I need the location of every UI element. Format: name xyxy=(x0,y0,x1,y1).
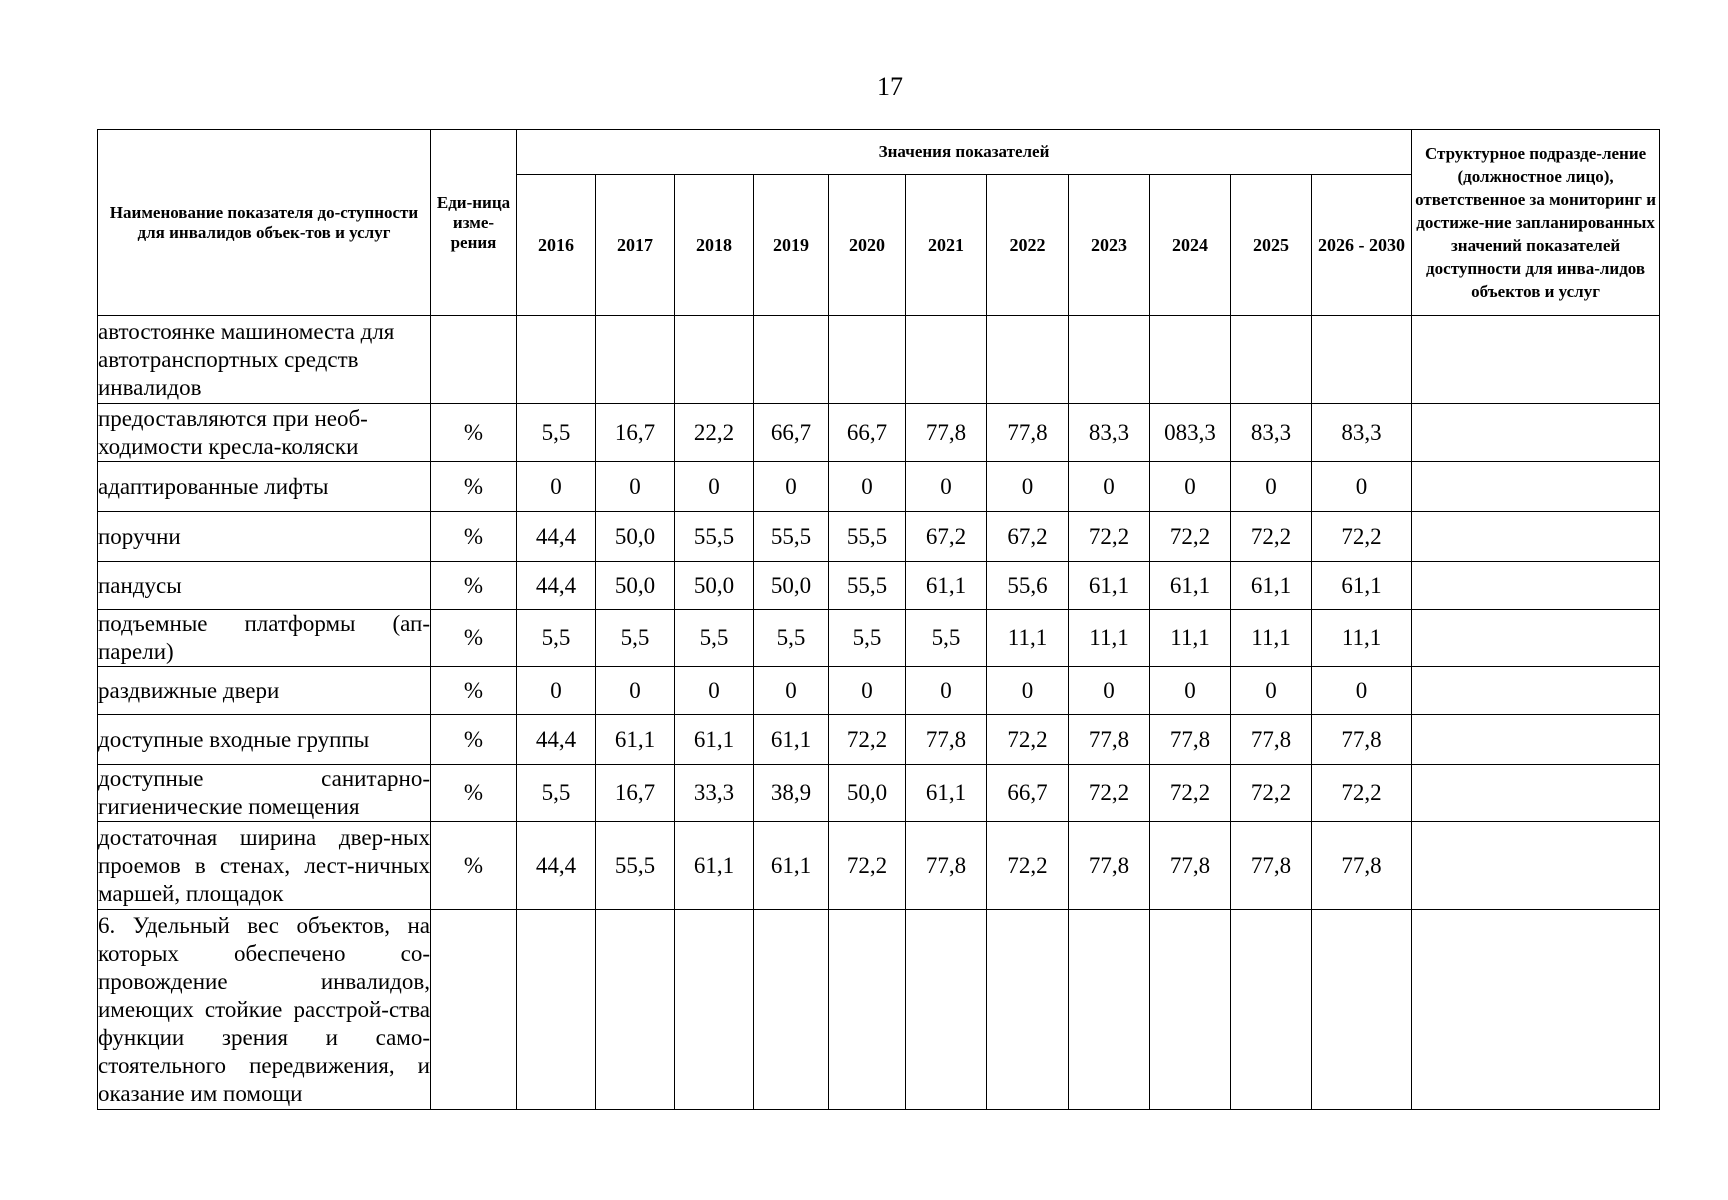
row-value: 0 xyxy=(1150,462,1231,512)
header-year: 2022 xyxy=(987,175,1069,316)
row-value: 72,2 xyxy=(1231,512,1312,562)
row-value xyxy=(1150,316,1231,404)
table-row xyxy=(98,462,1660,512)
header-unit: Еди-ница изме-рения xyxy=(431,130,517,316)
row-value: 72,2 xyxy=(1069,512,1150,562)
row-value: 77,8 xyxy=(987,404,1069,462)
header-row-1 xyxy=(98,130,1660,175)
row-value: 72,2 xyxy=(987,715,1069,765)
header-year: 2018 xyxy=(675,175,754,316)
row-value: 0 xyxy=(517,462,596,512)
row-unit xyxy=(431,316,517,404)
row-value: 77,8 xyxy=(1150,715,1231,765)
row-value: 72,2 xyxy=(1069,765,1150,822)
row-value: 72,2 xyxy=(1312,765,1412,822)
row-value: 0 xyxy=(1312,462,1412,512)
row-value: 77,8 xyxy=(1231,715,1312,765)
row-value: 50,0 xyxy=(596,512,675,562)
row-value: 0 xyxy=(754,462,829,512)
row-value: 83,3 xyxy=(1312,404,1412,462)
row-value: 77,8 xyxy=(1231,822,1312,910)
row-value: 44,4 xyxy=(517,715,596,765)
header-year: 2020 xyxy=(829,175,906,316)
header-year: 2017 xyxy=(596,175,675,316)
table-row xyxy=(98,404,1660,462)
row-value xyxy=(906,910,987,1110)
row-unit xyxy=(431,910,517,1110)
row-unit: % xyxy=(431,562,517,610)
row-value: 5,5 xyxy=(517,610,596,667)
header-values-group: Значения показателей xyxy=(517,130,1412,175)
row-value: 61,1 xyxy=(675,822,754,910)
row-value: 61,1 xyxy=(675,715,754,765)
row-value: 5,5 xyxy=(517,765,596,822)
header-name: Наименование показателя до-ступности для инвалидов объек-тов и услуг xyxy=(98,130,431,316)
row-value xyxy=(1069,316,1150,404)
row-value: 11,1 xyxy=(1231,610,1312,667)
row-value: 11,1 xyxy=(1312,610,1412,667)
row-value: 0 xyxy=(987,462,1069,512)
table-row xyxy=(98,822,1660,910)
row-value: 72,2 xyxy=(1150,512,1231,562)
header-department: Структурное подразде-ление (должностное лицо), ответственное за мониторинг и достиже-ние запланированных значений показателей доступности для инва-лидов объектов и услуг xyxy=(1412,130,1660,316)
row-value: 5,5 xyxy=(754,610,829,667)
row-name: подъемные платформы (ап-парели) xyxy=(98,610,431,667)
table-row xyxy=(98,667,1660,715)
table-row xyxy=(98,610,1660,667)
row-value xyxy=(1231,316,1312,404)
row-value: 11,1 xyxy=(1069,610,1150,667)
row-name: доступные санитарно-гигиенические помещения xyxy=(98,765,431,822)
row-value xyxy=(1069,910,1150,1110)
row-value: 66,7 xyxy=(829,404,906,462)
row-value: 83,3 xyxy=(1069,404,1150,462)
row-value: 72,2 xyxy=(1150,765,1231,822)
row-value: 66,7 xyxy=(987,765,1069,822)
row-value: 5,5 xyxy=(829,610,906,667)
row-value: 61,1 xyxy=(596,715,675,765)
row-value: 55,5 xyxy=(829,562,906,610)
row-department xyxy=(1412,316,1660,404)
row-value: 61,1 xyxy=(754,822,829,910)
row-value: 61,1 xyxy=(906,562,987,610)
row-value: 0 xyxy=(987,667,1069,715)
page-number: 17 xyxy=(877,72,903,101)
row-value: 55,5 xyxy=(675,512,754,562)
row-value: 11,1 xyxy=(1150,610,1231,667)
row-name: автостоянке машиноместа для автотранспортных средств инвалидов xyxy=(98,316,431,404)
row-value: 0 xyxy=(517,667,596,715)
row-value: 0 xyxy=(829,462,906,512)
row-value: 44,4 xyxy=(517,512,596,562)
row-department xyxy=(1412,610,1660,667)
row-value: 61,1 xyxy=(906,765,987,822)
row-value: 77,8 xyxy=(906,715,987,765)
row-value: 38,9 xyxy=(754,765,829,822)
row-value: 0 xyxy=(1069,462,1150,512)
row-value: 77,8 xyxy=(1069,715,1150,765)
row-value xyxy=(1312,910,1412,1110)
row-value: 72,2 xyxy=(829,822,906,910)
row-value: 44,4 xyxy=(517,562,596,610)
row-value xyxy=(987,316,1069,404)
row-name: 6. Удельный вес объектов, на которых обеспечено со-провождение инвалидов, имеющих стойкие расстрой-ства функции зрения и само-стоятельного передвижения, и оказание им помощи xyxy=(98,910,431,1110)
header-year: 2016 xyxy=(517,175,596,316)
row-value: 72,2 xyxy=(829,715,906,765)
row-value: 5,5 xyxy=(517,404,596,462)
row-name: доступные входные группы xyxy=(98,715,431,765)
row-department xyxy=(1412,910,1660,1110)
indicators-table xyxy=(97,129,1660,1110)
header-year: 2025 xyxy=(1231,175,1312,316)
table-row xyxy=(98,512,1660,562)
row-value: 16,7 xyxy=(596,404,675,462)
row-value: 0 xyxy=(596,667,675,715)
header-year: 2023 xyxy=(1069,175,1150,316)
row-unit: % xyxy=(431,404,517,462)
row-value: 61,1 xyxy=(754,715,829,765)
row-value: 83,3 xyxy=(1231,404,1312,462)
row-value: 0 xyxy=(906,462,987,512)
row-value: 77,8 xyxy=(906,822,987,910)
table-row xyxy=(98,765,1660,822)
row-value xyxy=(596,910,675,1110)
row-name: раздвижные двери xyxy=(98,667,431,715)
row-value: 0 xyxy=(596,462,675,512)
row-value: 55,6 xyxy=(987,562,1069,610)
table-row xyxy=(98,910,1660,1110)
row-value: 16,7 xyxy=(596,765,675,822)
row-name: пандусы xyxy=(98,562,431,610)
row-value: 5,5 xyxy=(596,610,675,667)
row-value: 67,2 xyxy=(906,512,987,562)
row-value: 11,1 xyxy=(987,610,1069,667)
row-value xyxy=(517,316,596,404)
row-unit: % xyxy=(431,822,517,910)
row-department xyxy=(1412,562,1660,610)
row-value: 0 xyxy=(906,667,987,715)
row-value: 50,0 xyxy=(596,562,675,610)
header-year: 2019 xyxy=(754,175,829,316)
row-value: 0 xyxy=(675,667,754,715)
row-value: 66,7 xyxy=(754,404,829,462)
row-value: 55,5 xyxy=(754,512,829,562)
row-value xyxy=(1231,910,1312,1110)
row-name: достаточная ширина двер-ных проемов в стенах, лест-ничных маршей, площадок xyxy=(98,822,431,910)
row-value: 77,8 xyxy=(906,404,987,462)
row-value: 67,2 xyxy=(987,512,1069,562)
row-unit: % xyxy=(431,667,517,715)
row-value xyxy=(596,316,675,404)
row-department xyxy=(1412,715,1660,765)
row-value: 0 xyxy=(754,667,829,715)
table-row xyxy=(98,715,1660,765)
row-unit: % xyxy=(431,765,517,822)
row-value: 5,5 xyxy=(675,610,754,667)
row-value xyxy=(906,316,987,404)
row-value: 50,0 xyxy=(829,765,906,822)
table-row xyxy=(98,316,1660,404)
row-value: 33,3 xyxy=(675,765,754,822)
row-value: 72,2 xyxy=(1231,765,1312,822)
row-value: 083,3 xyxy=(1150,404,1231,462)
row-value: 0 xyxy=(829,667,906,715)
row-value: 72,2 xyxy=(987,822,1069,910)
row-value: 61,1 xyxy=(1150,562,1231,610)
row-value: 50,0 xyxy=(754,562,829,610)
row-value xyxy=(829,316,906,404)
row-value: 61,1 xyxy=(1312,562,1412,610)
row-value: 44,4 xyxy=(517,822,596,910)
row-value: 72,2 xyxy=(1312,512,1412,562)
row-value: 55,5 xyxy=(829,512,906,562)
row-value: 22,2 xyxy=(675,404,754,462)
row-value: 0 xyxy=(1231,462,1312,512)
row-unit: % xyxy=(431,512,517,562)
row-value: 61,1 xyxy=(1069,562,1150,610)
row-name: поручни xyxy=(98,512,431,562)
row-value: 0 xyxy=(1231,667,1312,715)
row-value xyxy=(675,910,754,1110)
row-value: 77,8 xyxy=(1069,822,1150,910)
row-unit: % xyxy=(431,715,517,765)
row-name: адаптированные лифты xyxy=(98,462,431,512)
row-unit: % xyxy=(431,610,517,667)
row-department xyxy=(1412,404,1660,462)
row-unit: % xyxy=(431,462,517,512)
header-year: 2026 - 2030 xyxy=(1312,175,1412,316)
row-name: предоставляются при необ-ходимости кресла-коляски xyxy=(98,404,431,462)
row-value xyxy=(987,910,1069,1110)
row-value xyxy=(754,316,829,404)
row-department xyxy=(1412,667,1660,715)
row-value: 0 xyxy=(1069,667,1150,715)
row-value xyxy=(517,910,596,1110)
row-department xyxy=(1412,765,1660,822)
row-value: 77,8 xyxy=(1150,822,1231,910)
row-value xyxy=(675,316,754,404)
row-value: 77,8 xyxy=(1312,822,1412,910)
row-value xyxy=(754,910,829,1110)
row-value xyxy=(829,910,906,1110)
header-year: 2021 xyxy=(906,175,987,316)
row-department xyxy=(1412,462,1660,512)
row-value: 50,0 xyxy=(675,562,754,610)
row-value xyxy=(1150,910,1231,1110)
row-department xyxy=(1412,512,1660,562)
row-value xyxy=(1312,316,1412,404)
row-department xyxy=(1412,822,1660,910)
row-value: 77,8 xyxy=(1312,715,1412,765)
row-value: 5,5 xyxy=(906,610,987,667)
table-row xyxy=(98,562,1660,610)
row-value: 61,1 xyxy=(1231,562,1312,610)
row-value: 0 xyxy=(675,462,754,512)
row-value: 55,5 xyxy=(596,822,675,910)
header-year: 2024 xyxy=(1150,175,1231,316)
row-value: 0 xyxy=(1150,667,1231,715)
row-value: 0 xyxy=(1312,667,1412,715)
